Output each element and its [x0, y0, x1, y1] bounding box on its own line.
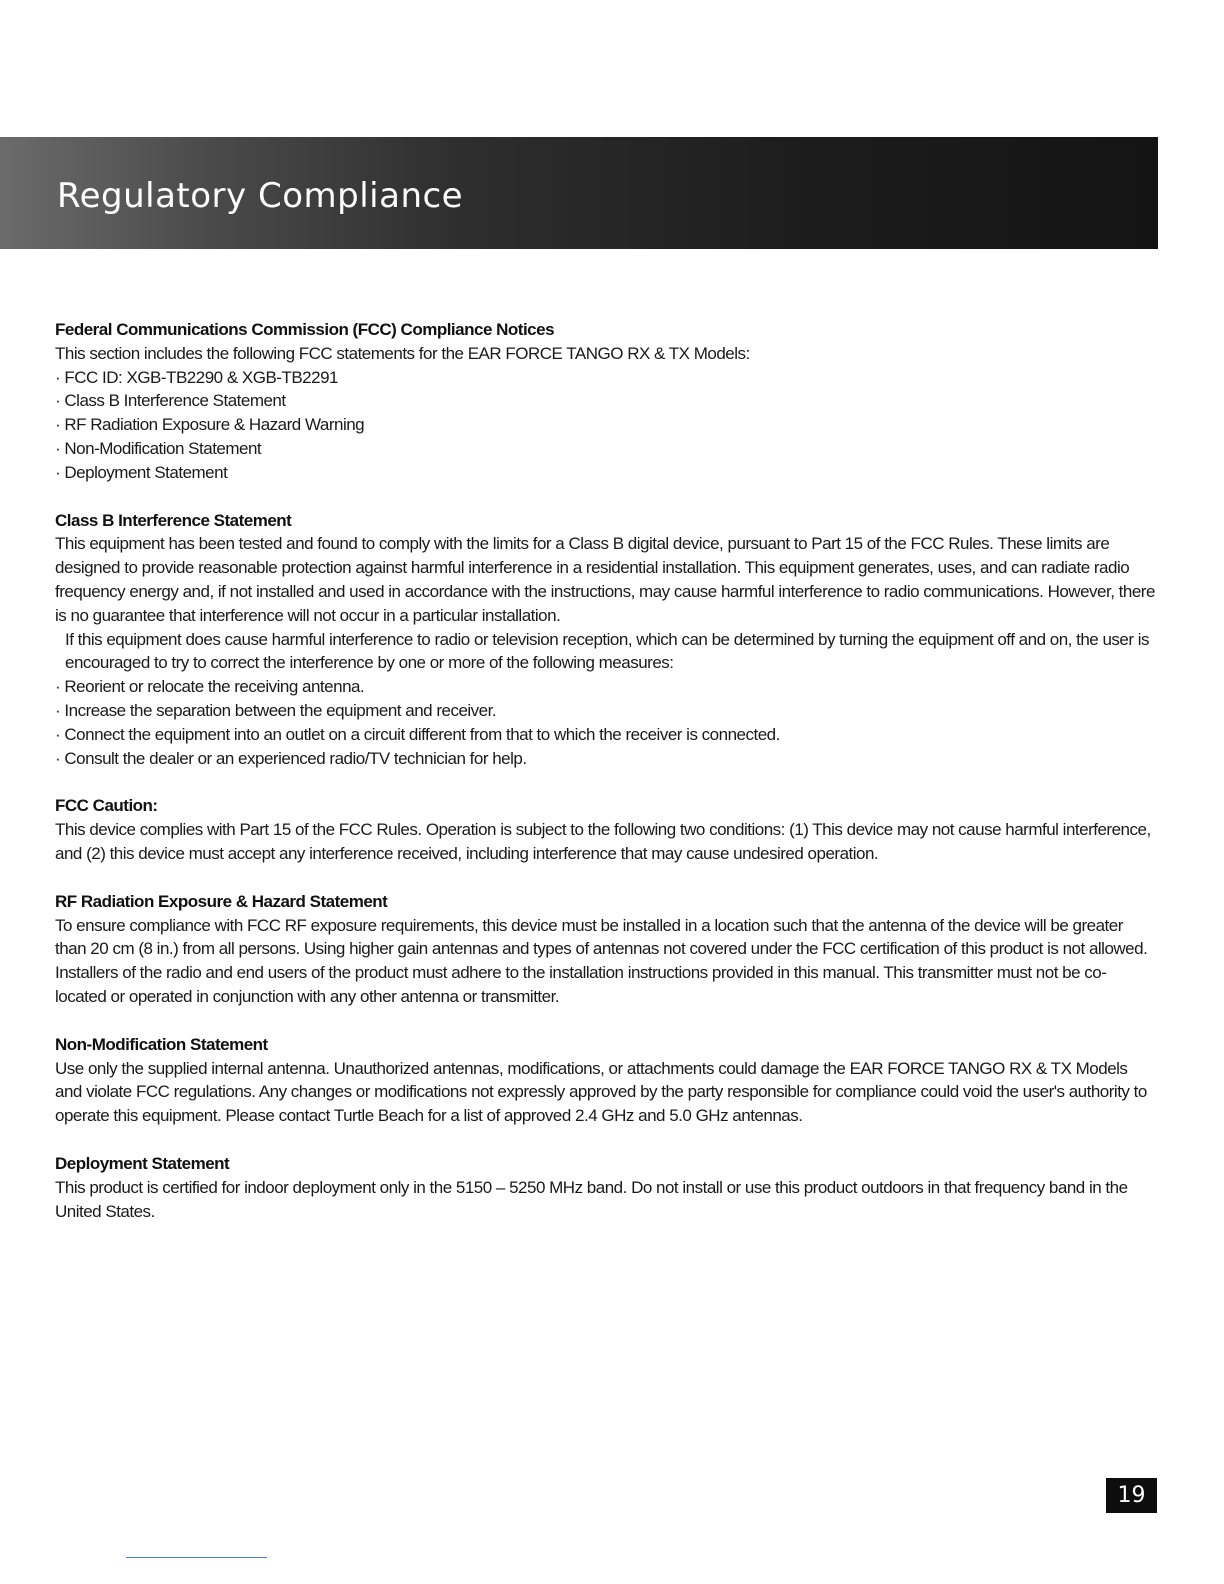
- measures-list: [55, 675, 1155, 770]
- list-item: · Increase the separation between the equipment and receiver.: [55, 699, 1155, 723]
- list-item: · Reorient or relocate the receiving antenna.: [55, 675, 1155, 699]
- section-non-modification: [55, 1033, 1155, 1128]
- header-banner: [0, 137, 1158, 249]
- section-paragraph: This equipment has been tested and found to comply with the limits for a Class B digital device, pursuant to Part 15 of the FCC Rules. These limits are designed to provide reasonable protection against harmful interference in a residential installation. This equipment generates, uses, and can radiate radio frequency energy and, if not installed and used in accordance with the instructions, may cause harmful interference to radio communications. However, there is no guarantee that interference will not occur in a particular installation.: [55, 534, 1155, 625]
- list-item: · Connect the equipment into an outlet on a circuit different from that to which the receiver is connected.: [55, 723, 1155, 747]
- section-paragraph: To ensure compliance with FCC RF exposure requirements, this device must be installed in a location such that the antenna of the device will be greater than 20 cm (8 in.) from all persons. Using higher gain antennas and types of antennas not covered under the FCC certification of this product is not allowed. Installers of the radio and end users of the product must adhere to the installation instructions provided in this manual. This transmitter must not be co-located or operated in conjunction with any other antenna or transmitter.: [55, 915, 1148, 1006]
- section-rf-radiation: [55, 890, 1155, 1009]
- section-heading: Deployment Statement: [55, 1153, 230, 1173]
- section-class-b: [55, 509, 1155, 771]
- list-item: · FCC ID: XGB-TB2290 & XGB-TB2291: [55, 366, 1155, 390]
- section-deployment: [55, 1152, 1155, 1223]
- list-item: · Class B Interference Statement: [55, 389, 1155, 413]
- section-heading: RF Radiation Exposure & Hazard Statement: [55, 891, 388, 911]
- section-fcc-caution: [55, 794, 1155, 865]
- section-paragraph-indented: If this equipment does cause harmful interference to radio or television reception, which can be determined by turning the equipment off and on, the user is encouraged to try to correct the interference by one or more of the following measures:: [65, 629, 1150, 673]
- section-heading: Federal Communications Commission (FCC) Compliance Notices: [55, 320, 555, 339]
- section-paragraph: This product is certified for indoor deployment only in the 5150 – 5250 MHz band. Do not install or use this product outdoors in that frequency band in the United States.: [55, 1177, 1128, 1221]
- section-paragraph: This device complies with Part 15 of the FCC Rules. Operation is subject to the following two conditions: (1) This device may not cause harmful interference, and (2) this device must accept any interference received, including interference that may cause undesired operation.: [55, 820, 1151, 863]
- list-item: · Deployment Statement: [55, 461, 1155, 485]
- page-title: Regulatory Compliance: [57, 176, 464, 216]
- fcc-statement-list: [55, 366, 1155, 485]
- list-item: · Consult the dealer or an experienced radio/TV technician for help.: [55, 747, 1155, 771]
- page-number-badge: 19: [1106, 1478, 1157, 1513]
- list-item: · RF Radiation Exposure & Hazard Warning: [55, 413, 1155, 437]
- section-heading: Non-Modification Statement: [55, 1034, 268, 1054]
- section-heading: FCC Caution:: [55, 796, 158, 816]
- list-item: · Non-Modification Statement: [55, 437, 1155, 461]
- section-paragraph: Use only the supplied internal antenna. Unauthorized antennas, modifications, or attachments could damage the EAR FORCE TANGO RX & TX Models and violate FCC regulations. Any changes or modifications not expressly approved by the party responsible for compliance could void the user's authority to operate this equipment. Please contact Turtle Beach for a list of approved 2.4 GHz and 5.0 GHz antennas.: [55, 1058, 1147, 1126]
- section-heading: Class B Interference Statement: [55, 510, 292, 530]
- section-intro: This section includes the following FCC statements for the EAR FORCE TANGO RX & TX Models:: [55, 343, 750, 363]
- document-body: [55, 318, 1155, 1247]
- section-fcc-notices: [55, 318, 1155, 485]
- footer-divider: [126, 1557, 267, 1558]
